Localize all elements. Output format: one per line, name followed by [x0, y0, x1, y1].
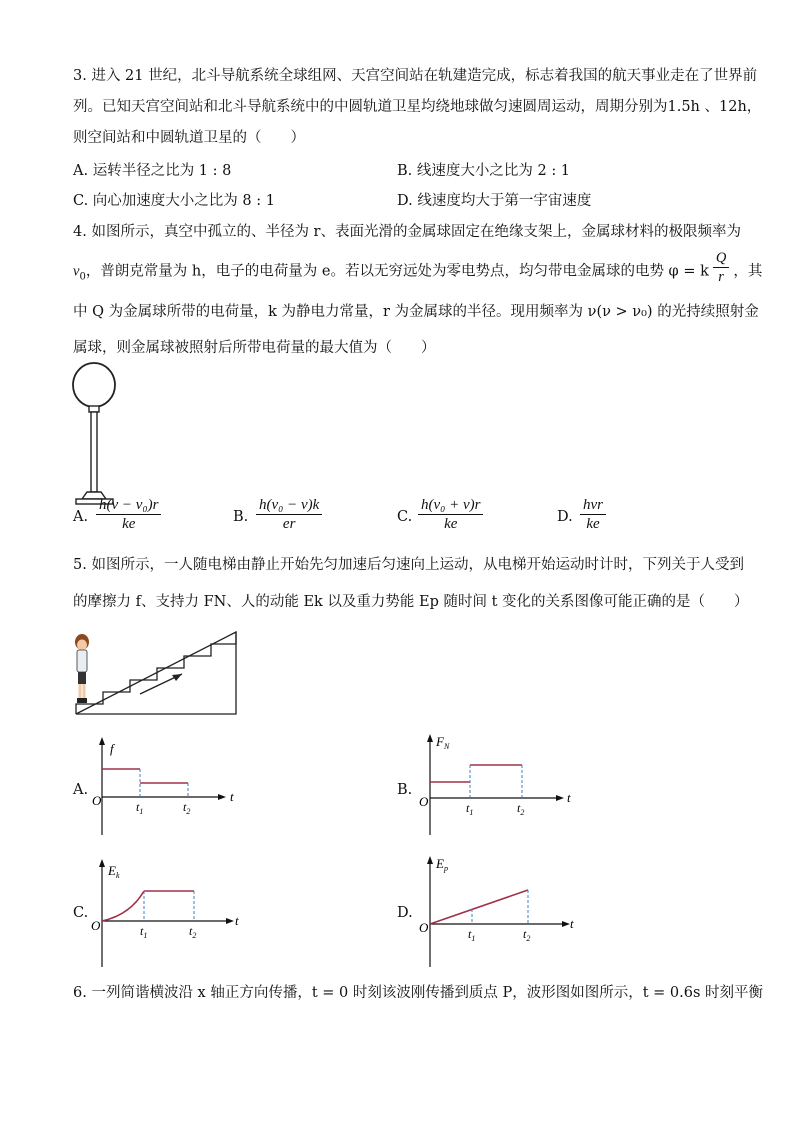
t1-label: $t_1$	[140, 924, 148, 940]
q3-option-a: A. 运转半径之比为 1 : 8	[73, 163, 232, 179]
q4-option-d-den: ke	[586, 516, 600, 532]
metal-sphere-figure	[70, 362, 130, 512]
q3-option-c: C. 向心加速度大小之比为 8 : 1	[73, 193, 275, 209]
t1-label: $t_1$	[468, 927, 476, 943]
y-label: $E_k$	[108, 863, 120, 880]
q4-option-c-num: h(ν₀ + ν)r	[418, 496, 483, 515]
q4-option-b-label: B.	[233, 509, 249, 525]
q5-line1: 5. 如图所示，一人随电梯由静止开始先匀加速后匀速向上运动，从电梯开始运动时计时，下列关于人受到	[73, 557, 744, 573]
q3-line3: 则空间站和中圆轨道卫星的（ ）	[73, 130, 305, 146]
accel-curve	[102, 891, 144, 921]
graph-d	[418, 852, 583, 970]
graph-a	[90, 735, 240, 840]
q4-line4: 属球，则金属球被照射后所带电荷量的最大值为（ ）	[73, 340, 436, 356]
fraction-denominator: r	[718, 269, 724, 285]
fraction-numerator: Q	[713, 249, 729, 268]
q4-option-b-num: h(ν₀ − ν)k	[256, 496, 322, 515]
nu0-symbol: ν	[73, 263, 80, 280]
linear-segment	[430, 890, 528, 924]
potential-fraction	[713, 249, 729, 286]
y-arrow	[99, 737, 105, 745]
sphere-collar	[89, 406, 99, 412]
q4-option-c	[418, 496, 483, 533]
q4-option-b-den: er	[282, 516, 296, 532]
y-arrow	[427, 734, 433, 742]
origin-label: O	[92, 793, 102, 808]
x-arrow	[218, 794, 226, 800]
q4-option-a-num: h(ν − ν₀)r	[96, 496, 161, 515]
t2-label: $t_2$	[523, 927, 531, 943]
q4-option-a-label: A.	[73, 509, 89, 525]
t2-label: $t_2$	[183, 800, 191, 816]
nu0-sub: 0	[79, 271, 86, 283]
graph-c-label: C.	[73, 905, 89, 921]
x-arrow	[562, 921, 570, 927]
insulating-rod	[91, 412, 97, 492]
escalator-figure	[70, 628, 242, 720]
origin-label: O	[419, 794, 429, 809]
t2-label: $t_2$	[517, 801, 525, 817]
q3-option-d: D. 线速度均大于第一宇宙速度	[397, 193, 592, 209]
q4-option-c-den: ke	[444, 516, 458, 532]
q4-option-a	[96, 496, 161, 533]
q4-option-c-label: C.	[397, 509, 413, 525]
person-icon	[75, 634, 89, 703]
metal-sphere	[73, 363, 115, 407]
t1-label: $t_1$	[466, 801, 474, 817]
q4-option-d-label: D.	[557, 509, 573, 525]
origin-label: O	[419, 920, 429, 935]
y-label: $F_N$	[436, 734, 450, 751]
graph-a-label: A.	[73, 782, 89, 798]
q4-line1: 4. 如图所示，真空中孤立的、半径为 r、表面光滑的金属球固定在绝缘支架上，金属球材料的极限频率为	[73, 224, 741, 240]
q3-option-b: B. 线速度大小之比为 2 : 1	[397, 163, 571, 179]
y-arrow	[99, 859, 105, 867]
x-label: t	[570, 916, 574, 931]
graph-c	[90, 855, 250, 970]
x-label: t	[567, 790, 571, 805]
q4-line2	[73, 250, 763, 287]
q3-line1: 3. 进入 21 世纪，北斗导航系统全球组网、天宫空间站在轨建造完成，标志着我国的航天事业走在了世界前	[73, 68, 758, 84]
x-label: t	[235, 913, 239, 928]
q3-line2: 列。已知天宫空间站和北斗导航系统中的中圆轨道卫星均绕地球做匀速圆周运动，周期分别为1.5h 、12h，	[73, 99, 762, 115]
q4-line2-text: ，普朗克常量为 h，电子的电荷量为 e。若以无穷远处为零电势点，均匀带电金属球的电势 φ = k	[85, 263, 709, 280]
q4-line2-end: ，其	[733, 263, 763, 280]
y-label: $E_p$	[436, 856, 448, 873]
q4-option-a-den: ke	[122, 516, 136, 532]
origin-label: O	[91, 918, 101, 933]
x-arrow	[226, 918, 234, 924]
q6-line1: 6. 一列简谐横波沿 x 轴正方向传播，t = 0 时刻该波刚传播到质点 P，波形图如图所示，t = 0.6s 时刻平衡	[73, 985, 764, 1001]
q4-option-d-num: hνr	[580, 496, 606, 515]
y-arrow	[427, 856, 433, 864]
q4-option-b	[256, 496, 322, 533]
t1-label: $t_1$	[136, 800, 144, 816]
y-label: f	[110, 741, 114, 756]
q5-line2: 的摩擦力 f、支持力 FN、人的动能 Ek 以及重力势能 Ep 随时间 t 变化的关系图像可能正确的是（ ）	[73, 594, 749, 610]
t2-label: $t_2$	[189, 924, 197, 940]
graph-d-label: D.	[397, 905, 413, 921]
x-label: t	[230, 789, 234, 804]
graph-b-label: B.	[397, 782, 413, 798]
x-arrow	[556, 795, 564, 801]
graph-b	[418, 730, 578, 840]
q4-line3: 中 Q 为金属球所带的电荷量，k 为静电力常量，r 为金属球的半径。现用频率为 ν(ν > ν₀) 的光持续照射金	[73, 304, 759, 320]
q4-option-d	[580, 496, 606, 533]
